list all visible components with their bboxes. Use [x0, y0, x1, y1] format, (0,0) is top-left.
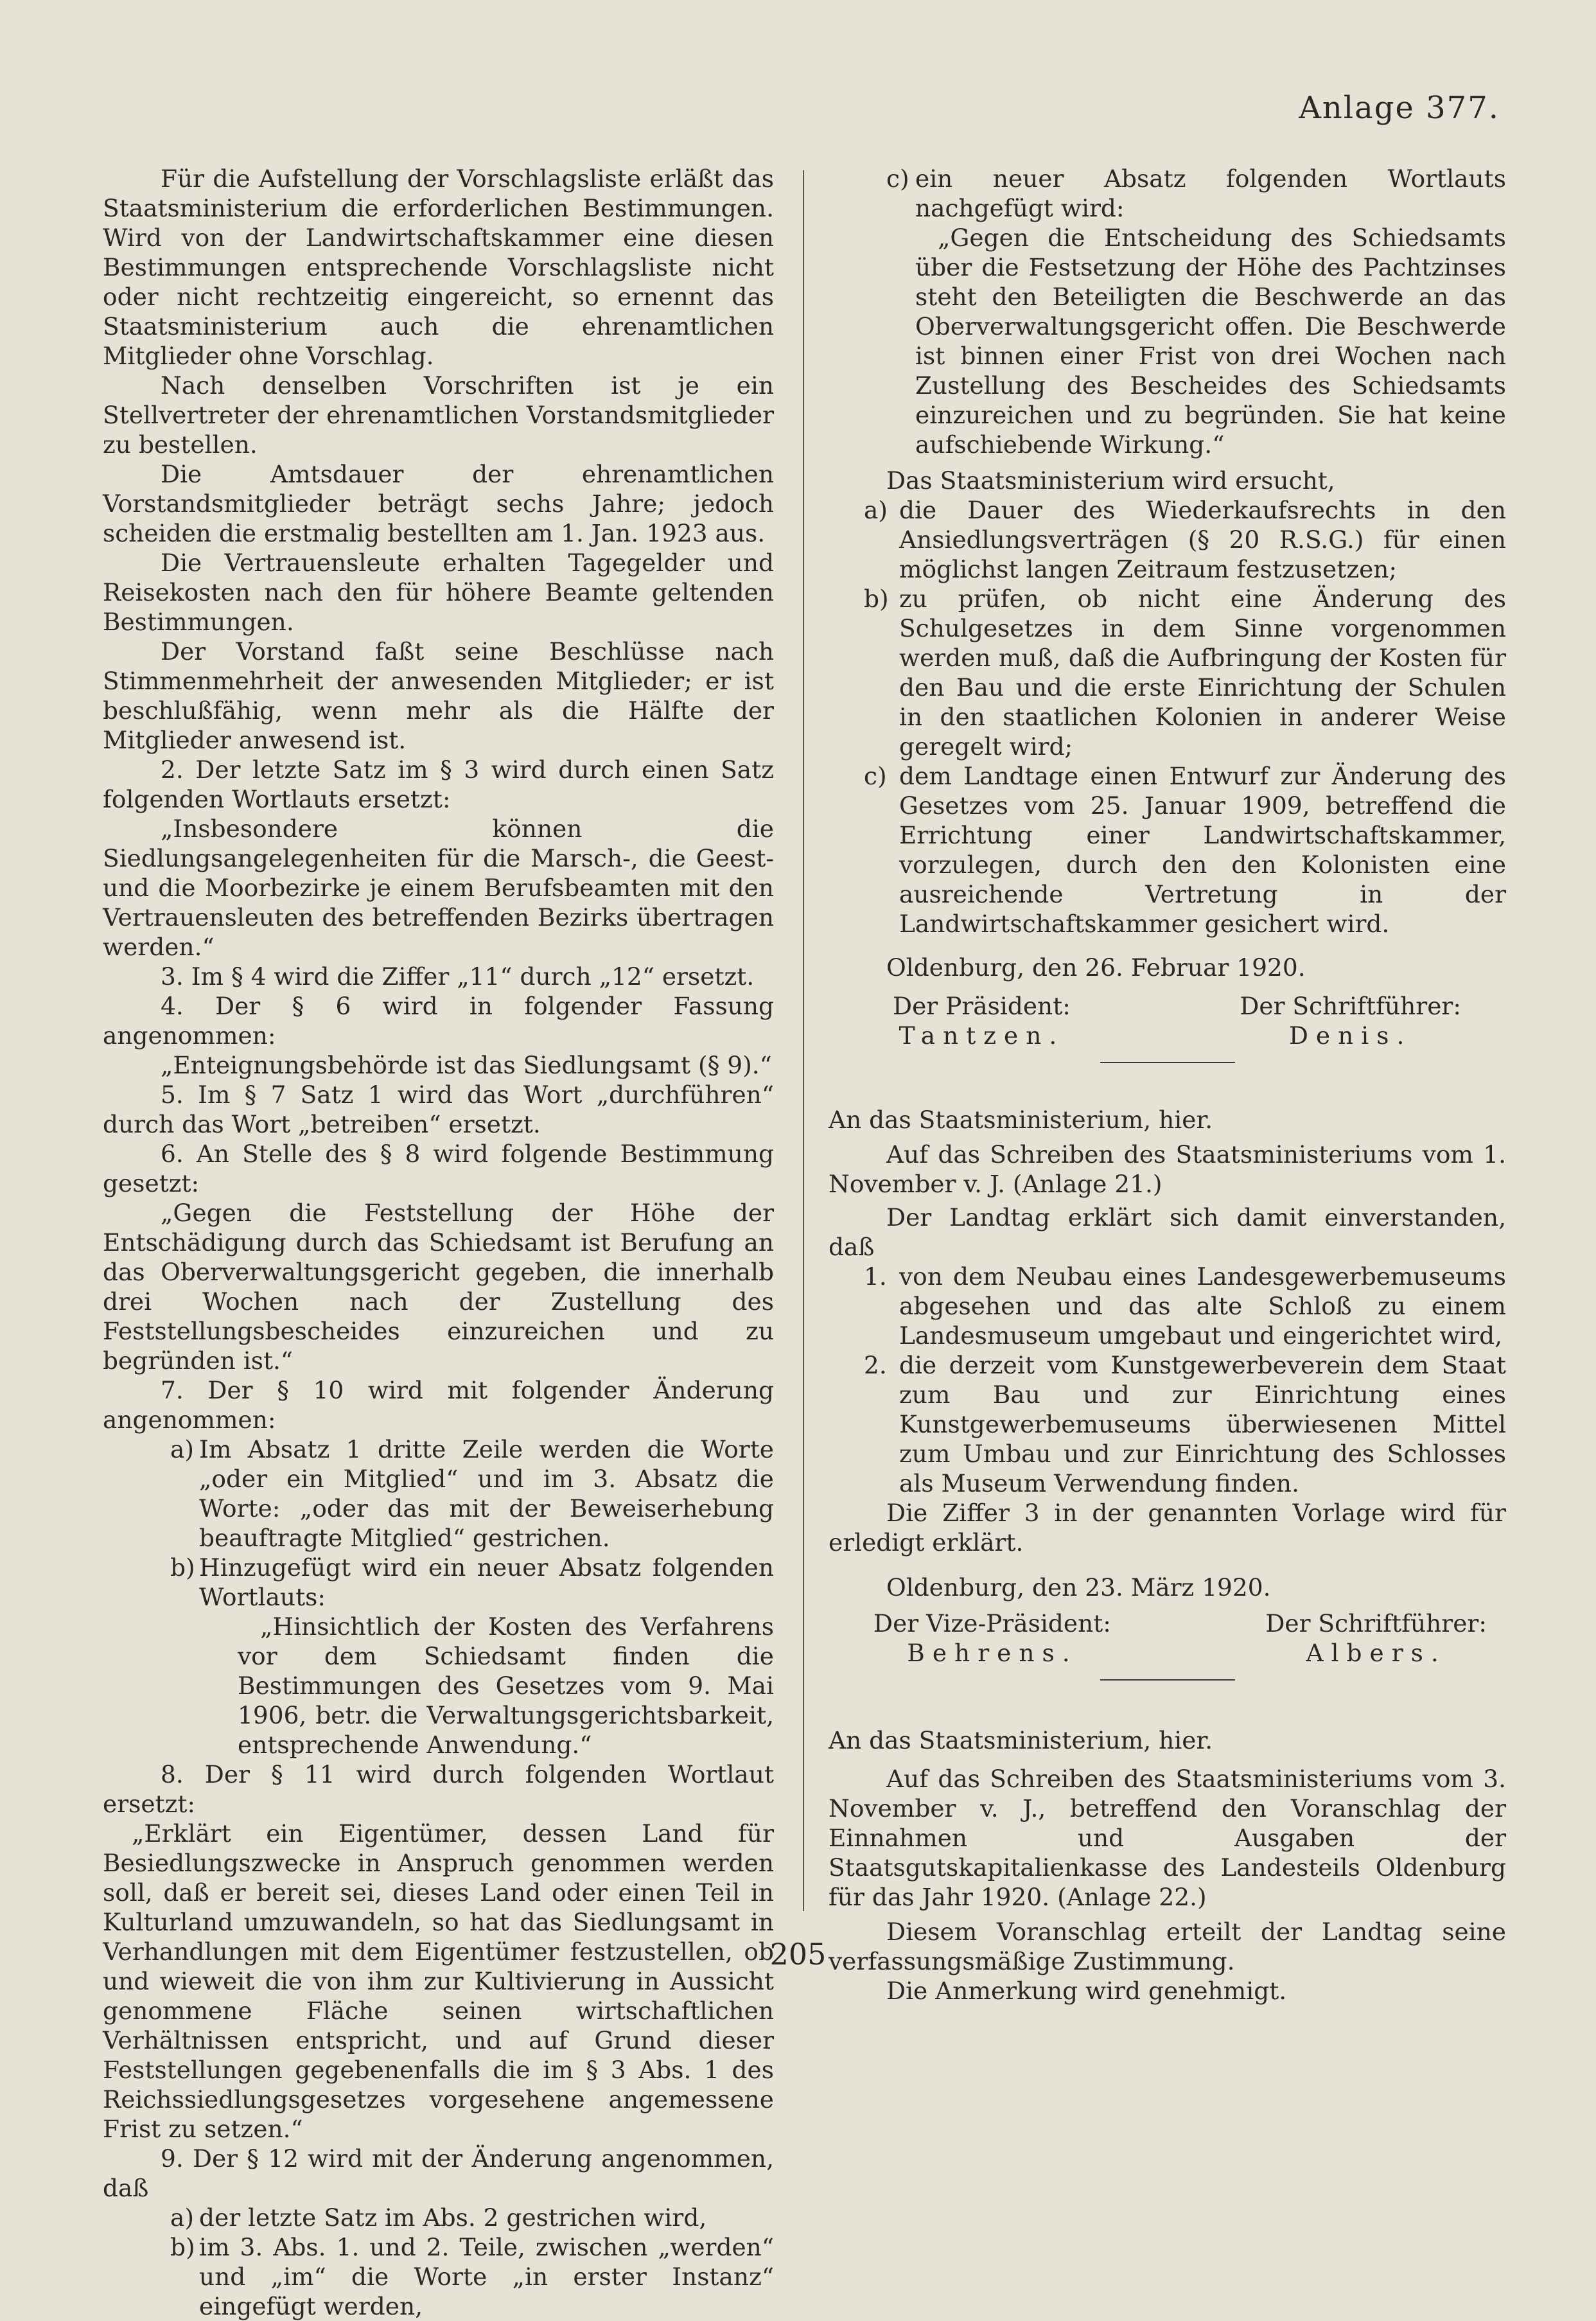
sub-item-label: b): [170, 1553, 195, 1582]
sub-item-7b: [103, 1553, 774, 1612]
decision-text: die derzeit vom Kunstgewerbeverein dem Staat zum Bau und zur Einrichtung eines Kunstgewerbemuseums überwiesenen Mittel zum Umbau und zur Einrichtung des Schlosses als Museum Verwendung finden.: [899, 1351, 1506, 1497]
item-3: 3. Im § 4 wird die Ziffer „11“ durch „12“ ersetzt.: [161, 962, 755, 991]
sub-item-text: ein neuer Absatz folgenden Wortlauts nachgefügt wird:: [915, 164, 1506, 222]
item-4: 4. Der § 6 wird in folgender Fassung angenommen:: [103, 992, 774, 1050]
quote: „Enteignungsbehörde ist das Siedlungsamt (§ 9).“: [161, 1051, 772, 1079]
section-rule: [1100, 1062, 1235, 1063]
sub-item-9c: [829, 164, 1506, 223]
annex-label: Anlage 377.: [1299, 90, 1500, 126]
date-line: Oldenburg, den 26. Februar 1920.: [886, 953, 1306, 982]
signature-name: Tantzen.: [899, 1021, 1065, 1050]
item-5: 5. Im § 7 Satz 1 wird das Wort „durchführen“ durch das Wort „betreiben“ ersetzt.: [103, 1081, 774, 1138]
request-label: a): [864, 496, 888, 524]
decision-text: von dem Neubau eines Landesgewerbemuseums abgesehen und das alte Schloß zu einem Landesmuseum umgebaut und eingerichtet wird,: [899, 1262, 1506, 1350]
decision-1: [829, 1262, 1506, 1350]
signature-left: [873, 1609, 1111, 1668]
quote: „Insbesondere können die Siedlungsangelegenheiten für die Marsch-, die Geest- und die Moorbezirke je einem Berufsbeamten mit den Vertrauensleuten des betreffenden Bezirks übertragen werden.“: [103, 815, 774, 961]
right-column: [829, 164, 1506, 2006]
item-7: 7. Der § 10 wird mit folgender Änderung angenommen:: [103, 1376, 774, 1434]
sub-item-9a: [103, 2203, 774, 2232]
quote: „Gegen die Feststellung der Höhe der Entschädigung durch das Schiedsamt ist Berufung an das Oberverwaltungsgericht gegeben, die innerhalb drei Wochen nach der Zustellung des Feststellungsbescheides einzureichen und zu begründen ist.“: [103, 1199, 774, 1375]
signature-block: [829, 1609, 1506, 1668]
sub-item-label: a): [170, 1435, 194, 1463]
sub-item-label: c): [886, 164, 909, 193]
left-column: [103, 164, 774, 2321]
signature-name: Albers.: [1306, 1639, 1446, 1667]
item-9: 9. Der § 12 wird mit der Änderung angenommen, daß: [103, 2144, 774, 2202]
address-line: An das Staatsministerium, hier.: [829, 1726, 1213, 1754]
quote: „Gegen die Entscheidung des Schiedsamts über die Festsetzung der Höhe des Pachtzinses steht den Beteiligten die Beschwerde an das Oberverwaltungsgericht offen. Die Beschwerde ist binnen einer Frist von drei Wochen nach Zustellung des Bescheides des Schiedsamts einzureichen und zu begründen. Sie hat keine aufschiebende Wirkung.“: [915, 224, 1506, 459]
sub-item-text: Hinzugefügt wird ein neuer Absatz folgenden Wortlauts:: [199, 1553, 774, 1611]
sub-item-7a: [103, 1434, 774, 1553]
paragraph: Die Amtsdauer der ehrenamtlichen Vorstandsmitglieder beträgt sechs Jahre; jedoch scheiden die erstmalig bestellten am 1. Jan. 1923 aus.: [103, 460, 774, 547]
request-label: b): [864, 585, 889, 613]
signature-right: [1265, 1609, 1487, 1668]
decision-2: [829, 1350, 1506, 1498]
paragraph: Diesem Voranschlag erteilt der Landtag seine verfassungsmäßige Zustimmung.: [829, 1918, 1506, 1975]
request-text: dem Landtage einen Entwurf zur Änderung des Gesetzes vom 25. Januar 1909, betreffend die Errichtung einer Landwirtschaftskammer, vorzulegen, durch den den Kolonisten eine ausreichende Vertretung in der Landwirtschaftskammer gesichert wird.: [899, 762, 1506, 938]
sub-item-text: der letzte Satz im Abs. 2 gestrichen wird,: [199, 2203, 707, 2232]
paragraph: Die Vertrauensleute erhalten Tagegelder und Reisekosten nach den für höhere Beamte geltenden Bestimmungen.: [103, 549, 774, 636]
paragraph: Die Ziffer 3 in der genannten Vorlage wird für erledigt erklärt.: [829, 1499, 1506, 1557]
paragraph: Auf das Schreiben des Staatsministeriums vom 1. November v. J. (Anlage 21.): [829, 1140, 1506, 1198]
paragraph: Die Anmerkung wird genehmigt.: [886, 1977, 1287, 2005]
item-8: 8. Der § 11 wird durch folgenden Wortlaut ersetzt:: [103, 1760, 774, 1818]
signature-title: Der Präsident:: [893, 992, 1071, 1020]
decision-label: 2.: [864, 1351, 887, 1379]
signature-title: Der Schriftführer:: [1265, 1609, 1487, 1637]
section-rule: [1100, 1679, 1235, 1681]
paragraph: Auf das Schreiben des Staatsministeriums vom 3. November v. J., betreffend den Voranschlag der Einnahmen und Ausgaben der Staatsgutskapitalienkasse des Landesteils Oldenburg für das Jahr 1920. (Anlage 22.): [829, 1765, 1506, 1911]
sub-item-label: b): [170, 2233, 195, 2261]
paragraph: Nach denselben Vorschriften ist je ein Stellvertreter der ehrenamtlichen Vorstandsmitglieder zu bestellen.: [103, 371, 774, 459]
request-label: c): [864, 762, 887, 790]
date-line: Oldenburg, den 23. März 1920.: [886, 1573, 1271, 1602]
request-a: [829, 495, 1506, 584]
signature-title: Der Vize-Präsident:: [873, 1609, 1111, 1637]
item-6: 6. An Stelle des § 8 wird folgende Bestimmung gesetzt:: [103, 1140, 774, 1197]
paragraph: Das Staatsministerium wird ersucht,: [886, 466, 1335, 495]
request-b: [829, 584, 1506, 761]
quote: „Hinsichtlich der Kosten des Verfahrens vor dem Schiedsamt finden die Bestimmungen des Gesetzes vom 9. Mai 1906, betr. die Verwaltungsgerichtsbarkeit, entsprechende Anwendung.“: [238, 1612, 774, 1759]
request-text: die Dauer des Wiederkaufsrechts in den Ansiedlungsverträgen (§ 20 R.S.G.) für einen möglichst langen Zeitraum festzusetzen;: [899, 496, 1506, 583]
sub-item-text: im 3. Abs. 1. und 2. Teile, zwischen „werden“ und „im“ die Worte „in erster Instanz“ eingefügt werden,: [199, 2233, 774, 2320]
signature-right: [1240, 991, 1461, 1050]
request-c: [829, 761, 1506, 939]
signature-left: [893, 991, 1071, 1050]
paragraph: Der Vorstand faßt seine Beschlüsse nach Stimmenmehrheit der anwesenden Mitglieder; er ist beschlußfähig, wenn mehr als die Hälfte der Mitglieder anwesend ist.: [103, 637, 774, 754]
address-line: An das Staatsministerium, hier.: [829, 1106, 1213, 1134]
item-2: 2. Der letzte Satz im § 3 wird durch einen Satz folgenden Wortlauts ersetzt:: [103, 755, 774, 813]
page-number: 205: [769, 1937, 827, 1972]
decision-label: 1.: [864, 1262, 887, 1291]
paragraph: Der Landtag erklärt sich damit einverstanden, daß: [829, 1203, 1506, 1261]
signature-block: [829, 991, 1506, 1050]
sub-item-text: Im Absatz 1 dritte Zeile werden die Worte „oder ein Mitglied“ und im 3. Absatz die Worte: „oder das mit der Beweiserhebung beauftragte Mitglied“ gestrichen.: [199, 1435, 774, 1552]
sub-item-9b: [103, 2232, 774, 2321]
signature-title: Der Schriftführer:: [1240, 992, 1461, 1020]
paragraph: Für die Aufstellung der Vorschlagsliste erläßt das Staatsministerium die erforderlichen Bestimmungen. Wird von der Landwirtschaftskammer eine diesen Bestimmungen entsprechende Vorschlagsliste nicht oder nicht rechtzeitig eingereicht, so ernennt das Staatsministerium auch die ehrenamtlichen Mitglieder ohne Vorschlag.: [103, 164, 774, 370]
column-divider: [803, 170, 804, 1911]
sub-item-label: a): [170, 2203, 194, 2232]
signature-name: Behrens.: [907, 1639, 1078, 1667]
request-text: zu prüfen, ob nicht eine Änderung des Schulgesetzes in dem Sinne vorgenommen werden muß, daß die Aufbringung der Kosten für den Bau und die erste Einrichtung der Schulen in den staatlichen Kolonien in anderer Weise geregelt wird;: [899, 585, 1506, 761]
quote: „Erklärt ein Eigentümer, dessen Land für Besiedlungszwecke in Anspruch genommen werden soll, daß er bereit sei, dieses Land oder einen Teil in Kulturland umzuwandeln, so hat das Siedlungsamt in Verhandlungen mit dem Eigentümer festzustellen, ob und wieweit die von ihm zur Kultivierung in Aussicht genommene Fläche seinen wirtschaftlichen Verhältnissen entspricht, und auf Grund dieser Feststellungen gegebenenfalls die im § 3 Abs. 1 des Reichssiedlungsgesetzes vorgesehene angemessene Frist zu setzen.“: [103, 1819, 774, 2143]
signature-name: Denis.: [1288, 1021, 1412, 1050]
